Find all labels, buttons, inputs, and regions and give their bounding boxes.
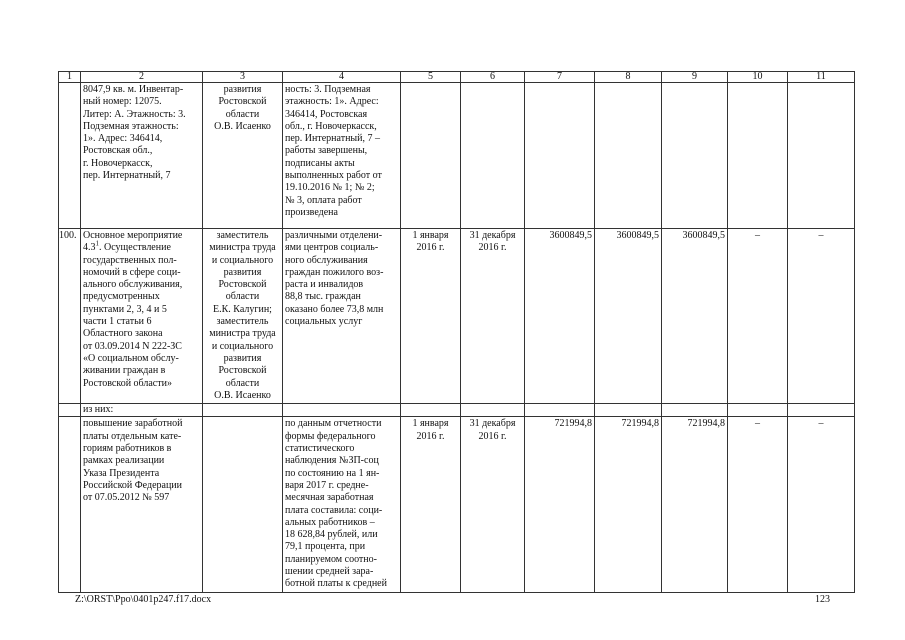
cell-amount: 721994,8 (595, 417, 662, 592)
cell-amount: 721994,8 (662, 417, 728, 592)
page-number: 123 (815, 594, 830, 605)
header-cell: 10 (728, 72, 788, 83)
cell-empty (662, 83, 728, 229)
cell-end-date: 31 декабря 2016 г. (461, 417, 525, 592)
table-row-continued (59, 83, 855, 229)
cell-amount: 721994,8 (525, 417, 595, 592)
cell-empty (728, 83, 788, 229)
cell-start-date: 1 января 2016 г. (401, 417, 461, 592)
header-cell: 2 (81, 72, 203, 83)
superscript: 1 (95, 239, 99, 248)
cell-empty (461, 83, 525, 229)
header-cell: 11 (788, 72, 855, 83)
table-row-subitem (59, 417, 855, 592)
footer-file-path: Z:\ORST\Ppo\0401p247.f17.docx (75, 594, 212, 605)
cell-measure (81, 229, 203, 404)
cell-number: 100. (59, 229, 81, 404)
cell-amount: 3600849,5 (525, 229, 595, 404)
cell-measure: 8047,9 кв. м. Инвентар- ный номер: 12075. Литер: А. Этажность: 3. Подземная этажность: 1». Адрес: 346414, Ростовская обл., г. Новочеркасск, пер. Интернатный, 7 (81, 83, 203, 229)
cell-responsible (203, 417, 283, 592)
header-cell: 1 (59, 72, 81, 83)
cell-empty (461, 404, 525, 417)
table-row-iz-nih (59, 404, 855, 417)
cell-empty (662, 404, 728, 417)
cell-empty (401, 83, 461, 229)
header-cell: 8 (595, 72, 662, 83)
cell-empty (203, 404, 283, 417)
cell-empty (525, 404, 595, 417)
cell-start-date: 1 января 2016 г. (401, 229, 461, 404)
cell-empty (525, 83, 595, 229)
cell-measure: из них: (81, 404, 203, 417)
header-cell: 9 (662, 72, 728, 83)
cell-empty (595, 404, 662, 417)
cell-responsible: развития Ростовской области О.В. Исаенко (203, 83, 283, 229)
cell-empty (788, 83, 855, 229)
cell-result: по данным отчетности формы федерального статистического наблюдения №ЗП-соц по состоянию на 1 ян- варя 2017 г. средне- месячная заработная плата составила: соци- альных работников – 18 628,84 рублей, или 79,1 процента, при планируемом соотно- шении средней зара- ботной платы к средней (283, 417, 401, 592)
cell-number (59, 404, 81, 417)
cell-measure: повышение заработной платы отдельным кате- гориям работников в рамках реализации Указа Президента Российской Федерации от 07.05.2012 № 597 (81, 417, 203, 592)
cell-result: различными отделени- ями центров социаль- ного обслуживания граждан пожилого воз- раста и инвалидов 88,8 тыс. граждан оказано более 73,8 млн социальных услуг (283, 229, 401, 404)
measure-text: . Осуществление государственных пол- номочий в сфере соци- ального обслуживания, предусмотренных пунктами 2, 3, 4 и 5 части 1 статьи 6 Областного закона от 03.09.2014 N 222-ЗС «О социальном обслу- живании граждан в Ростовской области» (83, 242, 183, 389)
cell-number (59, 417, 81, 592)
cell-end-date: 31 декабря 2016 г. (461, 229, 525, 404)
header-cell: 5 (401, 72, 461, 83)
header-cell: 3 (203, 72, 283, 83)
cell-empty (788, 404, 855, 417)
cell-number (59, 83, 81, 229)
cell-empty (595, 83, 662, 229)
cell-responsible: заместитель министра труда и социального развития Ростовской области Е.К. Калугин; заместитель министра труда и социального развития Ростовской области О.В. Исаенко (203, 229, 283, 404)
cell-result: ность: 3. Подземная этажность: 1». Адрес: 346414, Ростовская обл., г. Новочеркасск, пер. Интернатный, 7 – работы завершены, подписаны акты выполненных работ от 19.10.2016 № 1; № 2; № 3, оплата работ произведена (283, 83, 401, 229)
cell-dash: – (788, 417, 855, 592)
cell-dash: – (788, 229, 855, 404)
header-cell: 6 (461, 72, 525, 83)
header-cell: 7 (525, 72, 595, 83)
cell-dash: – (728, 229, 788, 404)
cell-amount: 3600849,5 (595, 229, 662, 404)
header-cell: 4 (283, 72, 401, 83)
cell-empty (401, 404, 461, 417)
table-row-100 (59, 229, 855, 404)
cell-empty (728, 404, 788, 417)
cell-amount: 3600849,5 (662, 229, 728, 404)
header-row (59, 72, 855, 83)
cell-dash: – (728, 417, 788, 592)
measure-title: Основное мероприятие 4.3 (83, 230, 183, 254)
cell-empty (283, 404, 401, 417)
document-table (58, 71, 855, 593)
